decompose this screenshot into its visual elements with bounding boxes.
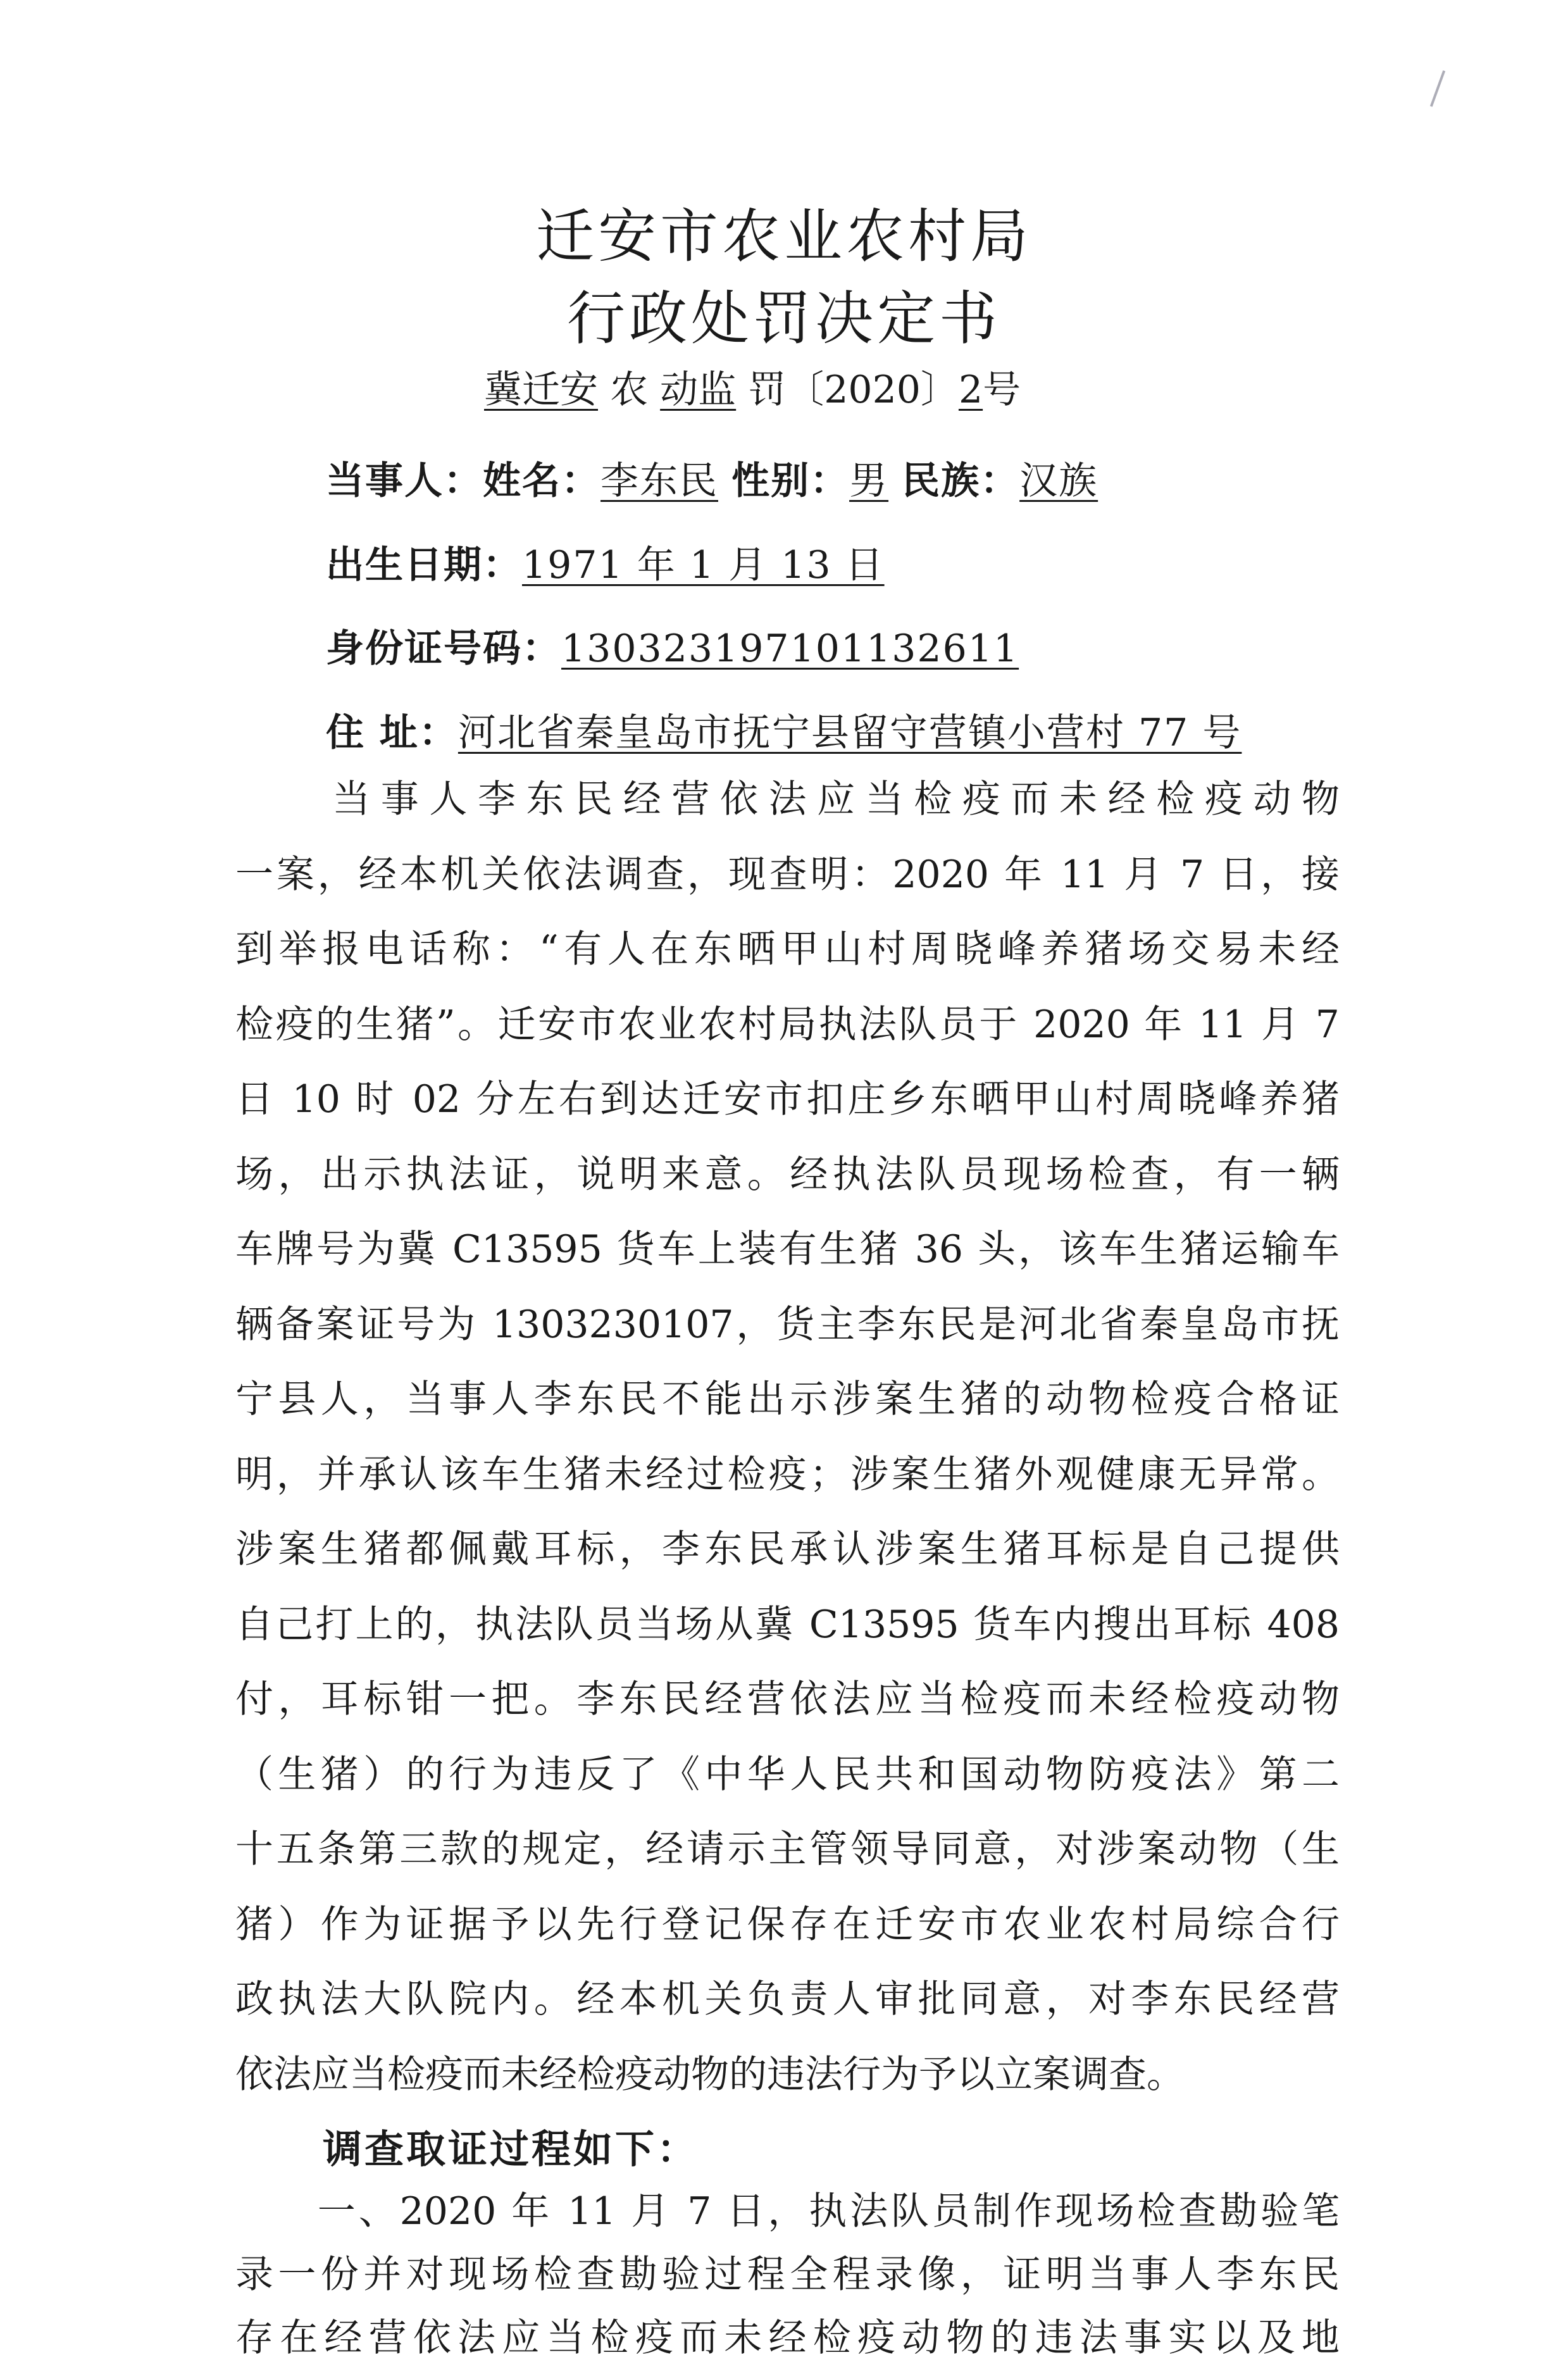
doc-number-part: 罚〔2020〕 bbox=[748, 368, 959, 412]
document-title-agency: 迁安市农业农村局 bbox=[535, 203, 1032, 270]
address-line bbox=[326, 703, 1241, 757]
party-ethnicity: 汉族 bbox=[1019, 459, 1098, 503]
body-text-line: 付，耳标钳一把。李东民经营依法应当检疫而未经检疫动物 bbox=[235, 1677, 1340, 1722]
body-text-line: 宁县人，当事人李东民不能出示涉案生猪的动物检疫合格证 bbox=[235, 1377, 1340, 1422]
body-text-line: 政执法大队院内。经本机关负责人审批同意，对李东民经营 bbox=[235, 1977, 1340, 2021]
party-gender: 男 bbox=[849, 459, 889, 503]
address: 河北省秦皇岛市抚宁县留守营镇小营村 77 号 bbox=[457, 711, 1242, 755]
id-number-line bbox=[326, 618, 1019, 673]
doc-number-seq: 2 bbox=[958, 368, 983, 412]
body-text-line: 十五条第三款的规定，经请示主管领导同意，对涉案动物（生 bbox=[235, 1827, 1340, 1871]
doc-number-part: 动监 bbox=[660, 368, 737, 412]
document-number bbox=[484, 359, 1021, 414]
body-text-line: 当事人李东民经营依法应当检疫而未经检疫动物 bbox=[235, 777, 1340, 822]
document-title-type: 行政处罚决定书 bbox=[566, 285, 1001, 353]
body-text-line: 车牌号为冀 C13595 货车上装有生猪 36 头，该车生猪运输车 bbox=[235, 1227, 1340, 1272]
body-text-line: 存在经营依法应当检疫而未经检疫动物的违法事实以及地 bbox=[235, 2316, 1340, 2360]
body-text-line: 依法应当检疫而未经检疫动物的违法行为予以立案调查。 bbox=[235, 2052, 1185, 2097]
id-label: 身份证号码： bbox=[326, 627, 561, 671]
pencil-mark bbox=[1430, 70, 1445, 107]
body-text-line: 明，并承认该车生猪未经过检疫；涉案生猪外观健康无异常。 bbox=[235, 1452, 1340, 1497]
doc-number-part: 冀迁安 bbox=[484, 368, 598, 412]
birth-label: 出生日期： bbox=[326, 543, 522, 587]
gender-label: 性别： bbox=[731, 459, 850, 503]
doc-number-part: 农 bbox=[610, 368, 649, 412]
name-label: 姓名： bbox=[483, 459, 600, 503]
address-label: 住 址： bbox=[326, 711, 458, 755]
body-text-line: 到举报电话称：“有人在东晒甲山村周晓峰养猪场交易未经 bbox=[235, 927, 1340, 972]
id-number: 130323197101132611 bbox=[561, 627, 1019, 671]
body-text-line: 日 10 时 02 分左右到达迁安市扣庄乡东晒甲山村周晓峰养猪 bbox=[235, 1077, 1340, 1122]
body-text-line: 场，出示执法证，说明来意。经执法队员现场检查，有一辆 bbox=[235, 1152, 1340, 1197]
body-text-line: 辆备案证号为 1303230107，货主李东民是河北省秦皇岛市抚 bbox=[235, 1302, 1340, 1347]
ethnicity-label: 民族： bbox=[902, 459, 1020, 503]
party-name: 李东民 bbox=[600, 459, 718, 503]
body-text-line: 一、2020 年 11 月 7 日，执法队员制作现场检查勘验笔 bbox=[235, 2189, 1340, 2234]
body-text-line: 一案，经本机关依法调查，现查明：2020 年 11 月 7 日，接 bbox=[235, 852, 1340, 897]
body-text-line: 涉案生猪都佩戴耳标，李东民承认涉案生猪耳标是自己提供 bbox=[235, 1527, 1340, 1572]
body-text-line: 录一份并对现场检查勘验过程全程录像，证明当事人李东民 bbox=[235, 2253, 1340, 2297]
body-text-line: （生猪）的行为违反了《中华人民共和国动物防疫法》第二 bbox=[235, 1752, 1340, 1797]
body-text-line: 自己打上的，执法队员当场从冀 C13595 货车内搜出耳标 408 bbox=[235, 1602, 1340, 1647]
birth-date: 1971 年 1 月 13 日 bbox=[522, 543, 885, 587]
party-name-line bbox=[326, 451, 1098, 505]
doc-number-part: 号 bbox=[983, 368, 1021, 412]
party-label: 当事人： bbox=[326, 459, 483, 503]
birth-date-line bbox=[326, 535, 885, 589]
body-text-line: 猪）作为证据予以先行登记保存在迁安市农业农村局综合行 bbox=[235, 1902, 1340, 1947]
section-heading: 调查取证过程如下： bbox=[323, 2126, 699, 2172]
body-text-line: 检疫的生猪”。迁安市农业农村局执法队员于 2020 年 11 月 7 bbox=[235, 1002, 1340, 1047]
